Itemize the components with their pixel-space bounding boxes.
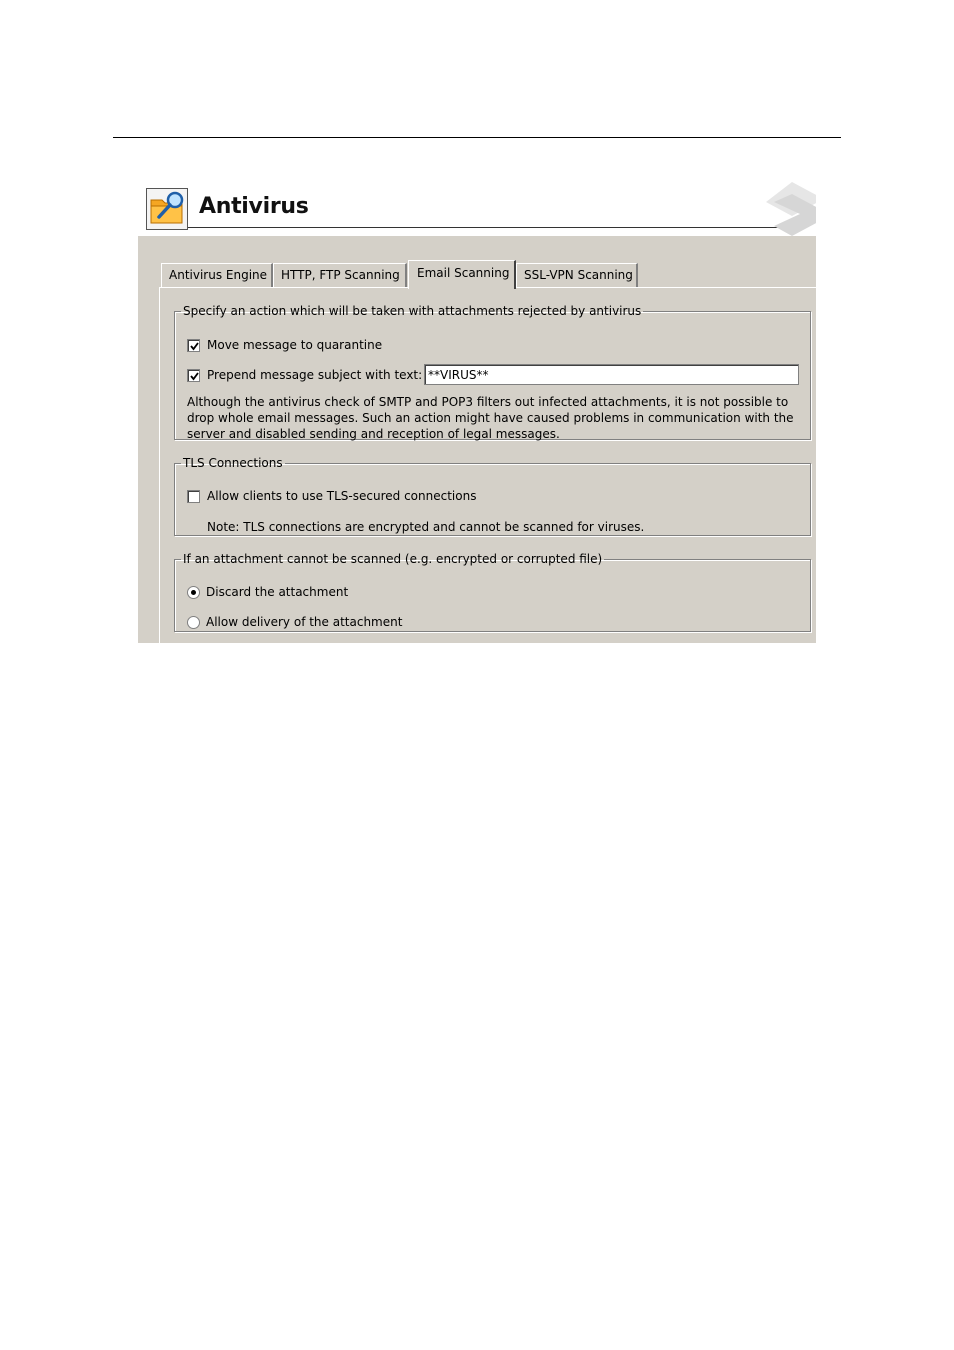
page-title: Antivirus: [199, 194, 309, 219]
allow-delivery-label: Allow delivery of the attachment: [206, 615, 403, 629]
email-scanning-page: [159, 287, 816, 643]
move-to-quarantine-label: Move message to quarantine: [207, 338, 383, 352]
tab-http-ftp-scanning[interactable]: HTTP, FTP Scanning: [273, 263, 407, 288]
antivirus-window: [138, 180, 816, 643]
prepend-subject-option[interactable]: [187, 367, 422, 383]
rejected-attachments-group: [174, 304, 811, 440]
tab-email-scanning[interactable]: Email Scanning: [408, 260, 516, 289]
allow-tls-option[interactable]: [187, 488, 476, 504]
tab-ssl-vpn-scanning[interactable]: SSL-VPN Scanning: [516, 263, 638, 288]
prepend-subject-label: Prepend message subject with text:: [207, 368, 423, 382]
tls-group-note: Note: TLS connections are encrypted and cannot be scanned for viruses.: [207, 520, 645, 534]
prepend-subject-checkbox[interactable]: [187, 369, 200, 382]
tab-antivirus-engine[interactable]: Antivirus Engine: [161, 263, 273, 288]
tls-group-legend: TLS Connections: [183, 456, 283, 470]
brand-logo-icon: [764, 180, 816, 236]
page-header-rule: [113, 137, 841, 138]
tab-strip: [161, 260, 801, 288]
discard-attachment-radio[interactable]: [187, 586, 200, 599]
settings-panel: [138, 236, 816, 643]
unscannable-group-legend: If an attachment cannot be scanned (e.g. encrypted or corrupted file): [183, 552, 603, 566]
discard-attachment-label: Discard the attachment: [206, 585, 349, 599]
rejected-group-legend: Specify an action which will be taken with attachments rejected by antivirus: [183, 304, 642, 318]
allow-tls-checkbox[interactable]: [187, 490, 200, 503]
discard-attachment-option[interactable]: [187, 584, 348, 600]
tls-connections-group: [174, 456, 811, 536]
window-header: [138, 180, 816, 236]
move-to-quarantine-option[interactable]: [187, 337, 382, 353]
rejected-group-note: Although the antivirus check of SMTP and POP3 filters out infected attachments, it is not possible to drop whole email messages. Such an action might have caused problems in communication with the server and disabled sending and reception of legal messages.: [187, 395, 794, 441]
allow-delivery-option[interactable]: [187, 614, 402, 630]
allow-delivery-radio[interactable]: [187, 616, 200, 629]
folder-search-icon: [146, 188, 188, 230]
unscannable-attachment-group: [174, 552, 811, 632]
subject-prefix-input[interactable]: [424, 364, 799, 385]
move-to-quarantine-checkbox[interactable]: [187, 339, 200, 352]
allow-tls-label: Allow clients to use TLS-secured connections: [207, 489, 477, 503]
title-divider: [188, 227, 806, 228]
